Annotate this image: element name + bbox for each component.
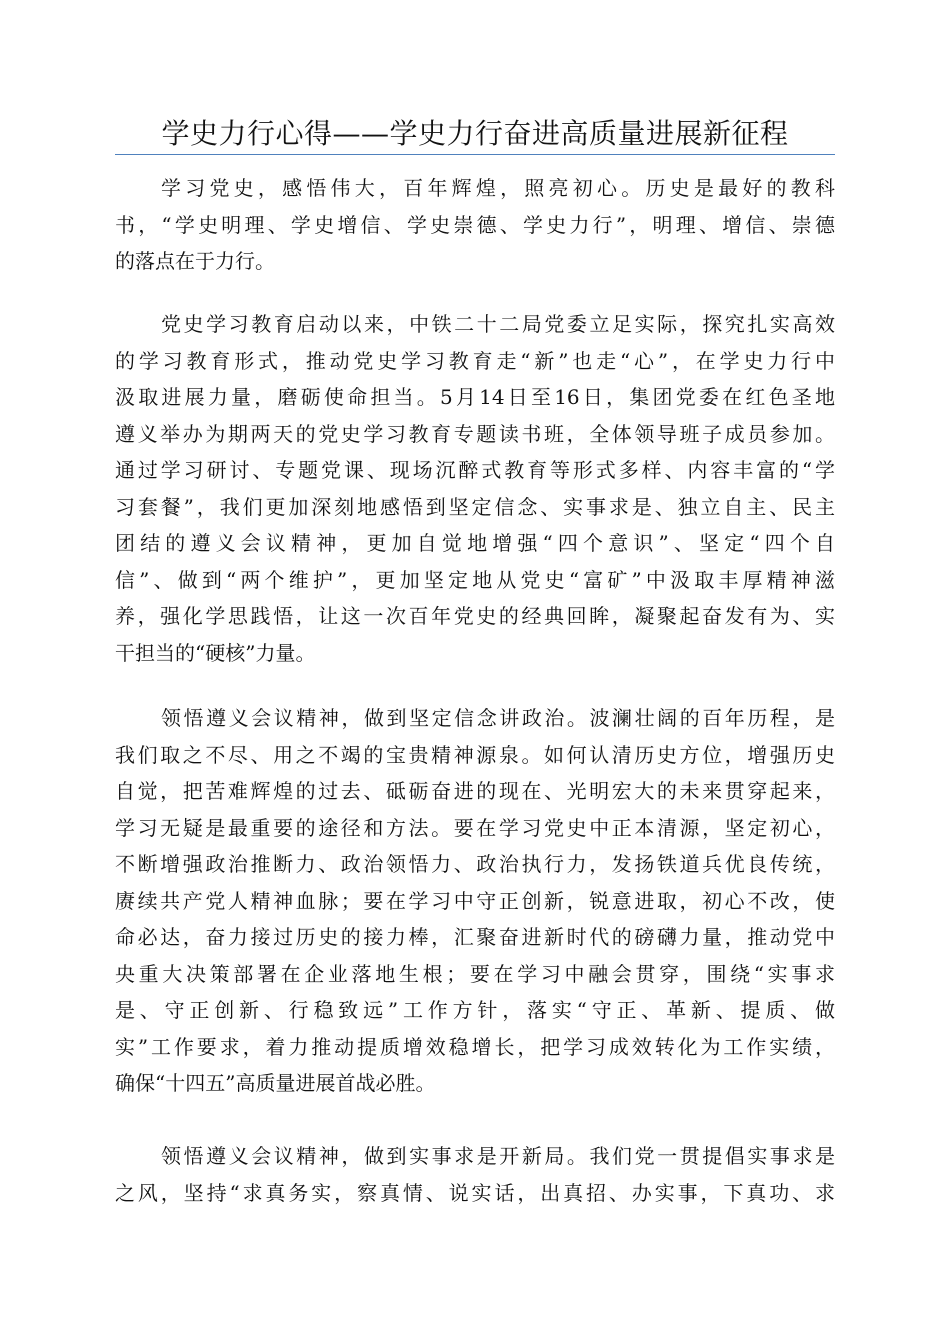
paragraph-line: 的学习教育形式，推动党史学习教育走“新”也走“心”，在学史力行中 — [115, 348, 835, 373]
paragraph-line: 命必达，奋力接过历史的接力棒，汇聚奋进新时代的磅礴力量，推动党中 — [115, 925, 835, 949]
paragraph-line: 党史学习教育启动以来，中铁二十二局党委立足实际，探究扎实高效 — [161, 312, 835, 336]
paragraph-line: 的落点在于力行。 — [115, 249, 275, 273]
paragraph-line: 领悟遵义会议精神，做到坚定信念讲政治。波澜壮阔的百年历程，是 — [161, 706, 835, 730]
paragraph-line: 书，“学史明理、学史增信、学史崇德、学史力行”，明理、增信、崇德 — [115, 212, 835, 237]
paragraph-line: 赓续共产党人精神血脉；要在学习中守正创新，锐意进取，初心不改，使 — [115, 888, 835, 913]
paragraph-line: 央重大决策部署在企业落地生根；要在学习中融会贯穿，围绕“实事求 — [115, 961, 835, 986]
paragraph-4 — [115, 1138, 835, 1211]
paragraph-line: 养，强化学思践悟，让这一次百年党史的经典回眸，凝聚起奋发有为、实 — [115, 604, 835, 628]
paragraph-line: 学习党史，感悟伟大，百年辉煌，照亮初心。历史是最好的教科 — [161, 176, 835, 200]
paragraph-line: 干担当的“硬核”力量。 — [115, 640, 316, 665]
paragraph-line: 通过学习研讨、专题党课、现场沉醉式教育等形式多样、内容丰富的“学 — [115, 458, 835, 482]
title-underline — [115, 154, 835, 155]
paragraph-line: 是、守正创新、行稳致远”工作方针，落实“守正、革新、提质、做 — [115, 998, 835, 1022]
paragraph-line: 领悟遵义会议精神，做到实事求是开新局。我们党一贯提倡实事求是 — [161, 1144, 835, 1168]
paragraph-line: 不断增强政治推断力、政治领悟力、政治执行力，发扬铁道兵优良传统， — [115, 852, 835, 876]
paragraph-1 — [115, 170, 835, 280]
paragraph-line: 团结的遵义会议精神，更加自觉地增强“四个意识”、坚定“四个自 — [115, 531, 835, 555]
paragraph-line: 之风，坚持“求真务实，察真情、说实话，出真招、办实事，下真功、求 — [115, 1180, 835, 1205]
paragraph-2 — [115, 306, 835, 671]
paragraph-line: 信”、做到“两个维护”，更加坚定地从党史“富矿”中汲取丰厚精神滋 — [115, 567, 835, 592]
paragraph-line: 确保“十四五”高质量进展首战必胜。 — [115, 1071, 436, 1095]
paragraph-line: 学习无疑是最重要的途径和方法。要在学习党史中正本清源，坚定初心， — [115, 815, 835, 840]
paragraph-line: 实”工作要求，着力推动提质增效稳增长，把学习成效转化为工作实绩， — [115, 1034, 835, 1059]
paragraph-line: 习套餐”，我们更加深刻地感悟到坚定信念、实事求是、独立自主、民主 — [115, 494, 835, 519]
paragraph-3 — [115, 700, 835, 1102]
paragraph-line: 汲取进展力量，磨砺使命担当。5月14日至16日，集团党委在红色圣地 — [115, 385, 835, 409]
paragraph-line: 我们取之不尽、用之不竭的宝贵精神源泉。如何认清历史方位，增强历史 — [115, 742, 835, 767]
document-title: 学史力行心得——学史力行奋进高质量进展新征程 — [161, 117, 789, 150]
paragraph-line: 遵义举办为期两天的党史学习教育专题读书班，全体领导班子成员参加。 — [115, 421, 835, 446]
paragraph-line: 自觉，把苦难辉煌的过去、砥砺奋进的现在、光明宏大的未来贯穿起来， — [115, 779, 835, 803]
